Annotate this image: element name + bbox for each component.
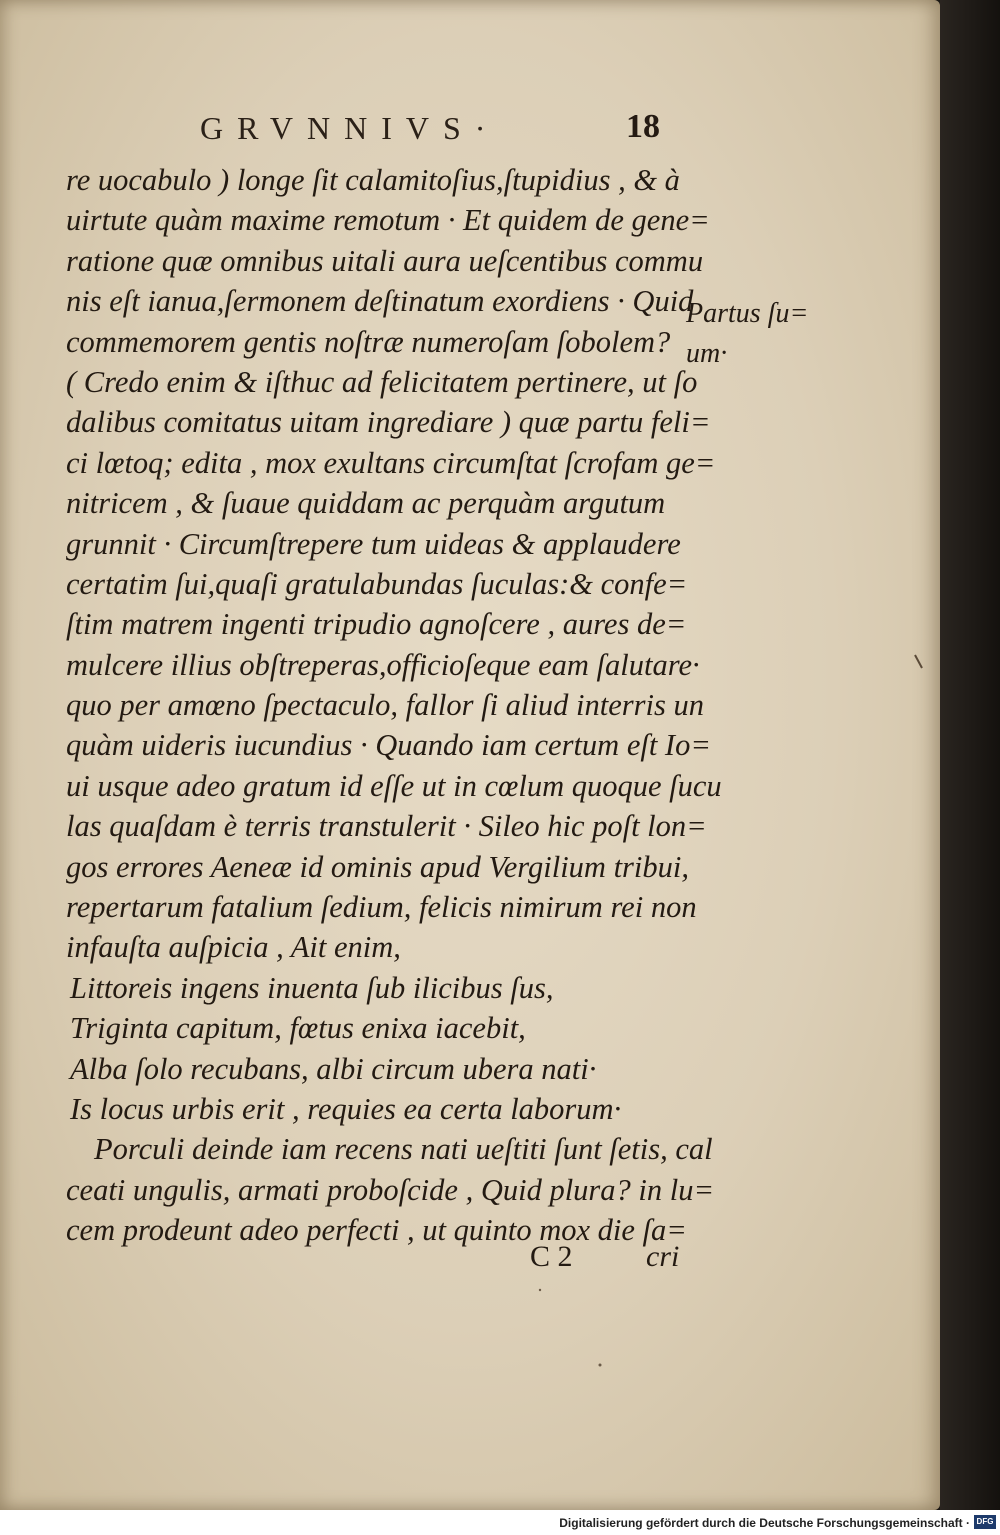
text-line: nitricem , & ſuaue quiddam ac perquàm argutum: [66, 486, 666, 521]
text-line: ſtim matrem ingenti tripudio agnoſcere , aures de=: [66, 607, 687, 642]
dfg-logo-icon: DFG: [974, 1515, 996, 1529]
marginal-note-line: Partus ſu=: [686, 298, 809, 329]
text-line: nis eſt ianua,ſermonem deſtinatum exordiens · Quid: [66, 284, 694, 319]
text-line: ( Credo enim & iſthuc ad felicitatem pertinere, ut ſo: [66, 364, 698, 399]
text-line: certatim ſui,quaſi gratulabundas ſuculas:& confe=: [66, 566, 688, 601]
verse-line: Triginta capitum, fœtus enixa iacebit,: [70, 1011, 526, 1046]
text-line: dalibus comitatus uitam ingrediare ) quæ partu feli=: [66, 405, 711, 440]
running-title: GRVNNIVS·: [200, 110, 500, 146]
text-line: grunnit · Circumſtrepere tum uideas & applaudere: [66, 526, 681, 561]
text-line: commemorem gentis noſtræ numeroſam ſobolem?: [66, 324, 671, 359]
text-line: Porculi deinde iam recens nati ueſtiti ſunt ſetis, cal: [94, 1132, 713, 1167]
text-line: repertarum fatalium ſedium, felicis nimirum rei non: [66, 890, 697, 925]
catchword: cri: [646, 1240, 680, 1273]
text-line: quàm uideris iucundius · Quando iam certum eſt Io=: [66, 728, 711, 763]
text-line: uirtute quàm maxime remotum · Et quidem de gene=: [66, 203, 710, 238]
verse-line: Alba ſolo recubans, albi circum ubera nati·: [70, 1051, 597, 1086]
body-text: [66, 160, 722, 1251]
text-line: ui usque adeo gratum id eſſe ut in cœlum quoque ſucu: [66, 768, 722, 803]
page-number: 18: [626, 108, 660, 145]
verse-line: Is locus urbis erit , requies ea certa laborum·: [70, 1091, 622, 1126]
text-line: quo per amœno ſpectaculo, fallor ſi aliud interris un: [66, 688, 704, 723]
book-edge: [940, 0, 1000, 1510]
text-line: cem prodeunt adeo perfecti , ut quinto mox die ſa=: [66, 1213, 687, 1248]
funding-credit: Digitalisierung gefördert durch die Deutsche Forschungsgemeinschaft ·: [559, 1516, 970, 1530]
text-line: ceati ungulis, armati proboſcide , Quid plura? in lu=: [66, 1172, 715, 1207]
text-line: gos errores Aeneæ id ominis apud Vergilium tribui,: [66, 849, 689, 884]
verse-line: Littoreis ingens inuenta ſub ilicibus ſus,: [70, 970, 554, 1005]
text-line: ratione quæ omnibus uitali aura ueſcentibus commu: [66, 243, 704, 278]
text-line: mulcere illius obſtreperas,officioſeque eam ſalutare·: [66, 647, 700, 682]
text-line: ci lœtoq; edita , mox exultans circumſtat ſcrofam ge=: [66, 445, 716, 480]
text-line: re uocabulo ) longe ſit calamitoſius,ſtupidius , & à: [66, 163, 680, 197]
marginal-note-line: um·: [686, 338, 728, 370]
text-line: las quaſdam è terris transtulerit · Sileo hic poſt lon=: [66, 809, 707, 844]
text-line: infauſta auſpicia , Ait enim,: [66, 930, 401, 965]
signature-mark: C 2: [530, 1240, 573, 1273]
